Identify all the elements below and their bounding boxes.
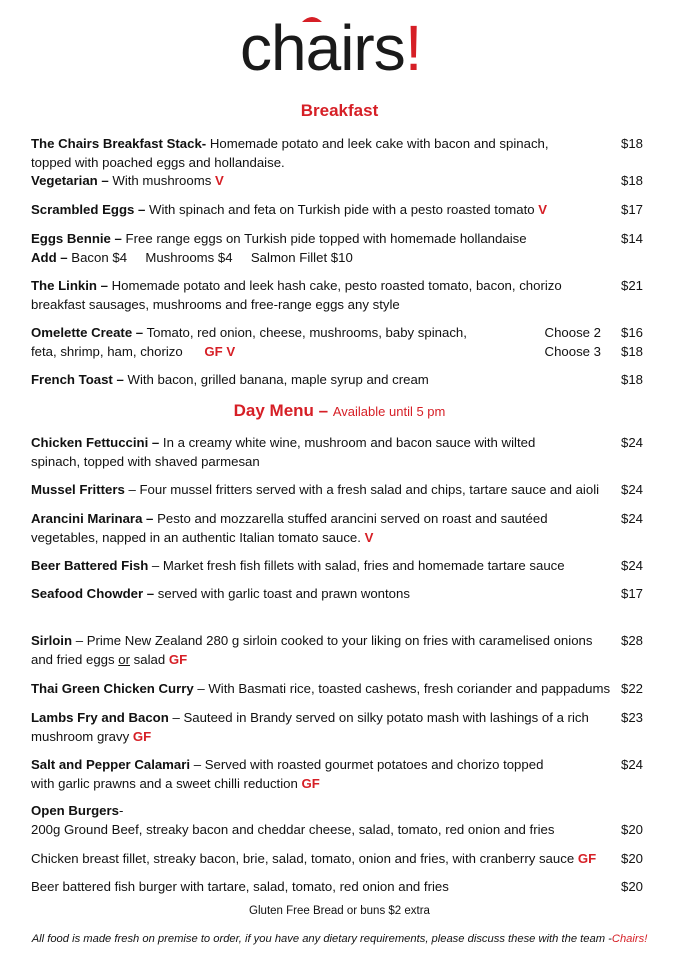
price: $20 <box>620 879 643 894</box>
menu-item-thai-curry: Thai Green Chicken Curry – With Basmati rice, toasted cashews, fresh coriander and pappadums $22 <box>31 681 643 696</box>
price: $20 <box>620 851 643 866</box>
gluten-free-note: Gluten Free Bread or buns $2 extra <box>249 905 430 917</box>
menu-item-mussel-fritters: Mussel Fritters – Four mussel fritters served with a fresh salad and chips, tartare sauce and aioli $24 <box>31 482 643 497</box>
price: $24 <box>620 482 643 497</box>
menu-item-chicken-burger: Chicken breast fillet, streaky bacon, brie, salad, tomato, onion and fries, with cranberry sauce GF $20 <box>31 851 643 866</box>
price: $24 <box>620 558 643 573</box>
menu-item-scrambled-eggs: Scrambled Eggs – With spinach and feta on Turkish pide with a pesto roasted tomato V $17 <box>31 202 643 217</box>
menu-item-breakfast-stack: The Chairs Breakfast Stack- Homemade potato and leek cake with bacon and spinach, topped with poached eggs and hollandaise. $18 <box>31 136 643 170</box>
menu-item-omelette: Omelette Create – Tomato, red onion, cheese, mushrooms, baby spinach, feta, shrimp, ham, chorizo GF V Choose 2 $16 Choose 3 $18 <box>31 325 643 359</box>
menu-item-vegetarian: Vegetarian – With mushrooms V $18 <box>31 173 643 188</box>
menu-item-beer-battered-fish: Beer Battered Fish – Market fresh fish fillets with salad, fries and homemade tartare sauce $24 <box>31 558 643 573</box>
price: $17 <box>620 202 643 217</box>
price: $17 <box>620 586 643 601</box>
price: $21 <box>620 278 643 293</box>
footer-brand: Chairs! <box>611 933 648 945</box>
menu-item-eggs-bennie: Eggs Bennie – Free range eggs on Turkish pide topped with homemade hollandaise Add – Bacon $4 Mushrooms $4 Salmon Fillet $10 $14 <box>31 231 643 265</box>
day-menu-subtitle: Available until 5 pm <box>332 404 446 419</box>
price: $14 <box>620 231 643 246</box>
price: $24 <box>620 511 643 526</box>
menu-item-seafood-chowder: Seafood Chowder – served with garlic toast and prawn wontons $17 <box>31 586 643 601</box>
menu-item-french-toast: French Toast – With bacon, grilled banana, maple syrup and cream $18 <box>31 372 643 387</box>
choose-option: Choose 3 <box>544 344 601 359</box>
menu-item-the-linkin: The Linkin – Homemade potato and leek hash cake, pesto roasted tomato, bacon, chorizo breakfast sausages, mushrooms and free-range eggs any style $21 <box>31 278 643 312</box>
menu-item-open-burgers: Open Burgers- 200g Ground Beef, streaky bacon and cheddar cheese, salad, tomato, red onion and fries $20 <box>31 803 643 837</box>
price: $24 <box>620 435 643 450</box>
logo-graphic <box>240 8 440 78</box>
logo-text: chairs! <box>239 12 421 78</box>
choose-option: Choose 2 <box>544 325 601 340</box>
price: $18 <box>620 173 643 188</box>
price: $24 <box>620 757 643 772</box>
menu-item-fish-burger: Beer battered fish burger with tartare, salad, tomato, red onion and fries $20 <box>31 879 643 894</box>
menu-item-arancini: Arancini Marinara – Pesto and mozzarella stuffed arancini served on roast and sautéed vegetables, napped in an authentic Italian tomato sauce. V $24 <box>31 511 643 545</box>
price: $16 <box>620 325 643 340</box>
breakfast-title: Breakfast <box>300 101 379 120</box>
price: $18 <box>620 372 643 387</box>
menu-item-lambs-fry: Lambs Fry and Bacon – Sauteed in Brandy served on silky potato mash with lashings of a rich mushroom gravy GF $23 <box>31 710 643 744</box>
footer-note: All food is made fresh on premise to order, if you have any dietary requirements, please discuss these with the team -Chairs! <box>31 933 648 945</box>
menu-item-calamari: Salt and Pepper Calamari – Served with roasted gourmet potatoes and chorizo topped with garlic prawns and a sweet chilli reduction GF $24 <box>31 757 643 791</box>
day-menu-title: Day Menu – Available until 5 pm <box>233 401 446 420</box>
price: $23 <box>620 710 643 725</box>
price: $18 <box>620 136 643 151</box>
menu-item-chicken-fettuccini: Chicken Fettuccini – In a creamy white wine, mushroom and bacon sauce with wilted spinach, topped with shaved parmesan $24 <box>31 435 643 469</box>
price: $18 <box>620 344 643 359</box>
menu-item-sirloin: Sirloin – Prime New Zealand 280 g sirloin cooked to your liking on fries with caramelised onions and fried eggs or salad GF $28 <box>31 633 643 667</box>
logo <box>0 8 679 78</box>
price: $22 <box>620 681 643 696</box>
price: $28 <box>620 633 643 648</box>
price: $20 <box>620 822 643 837</box>
